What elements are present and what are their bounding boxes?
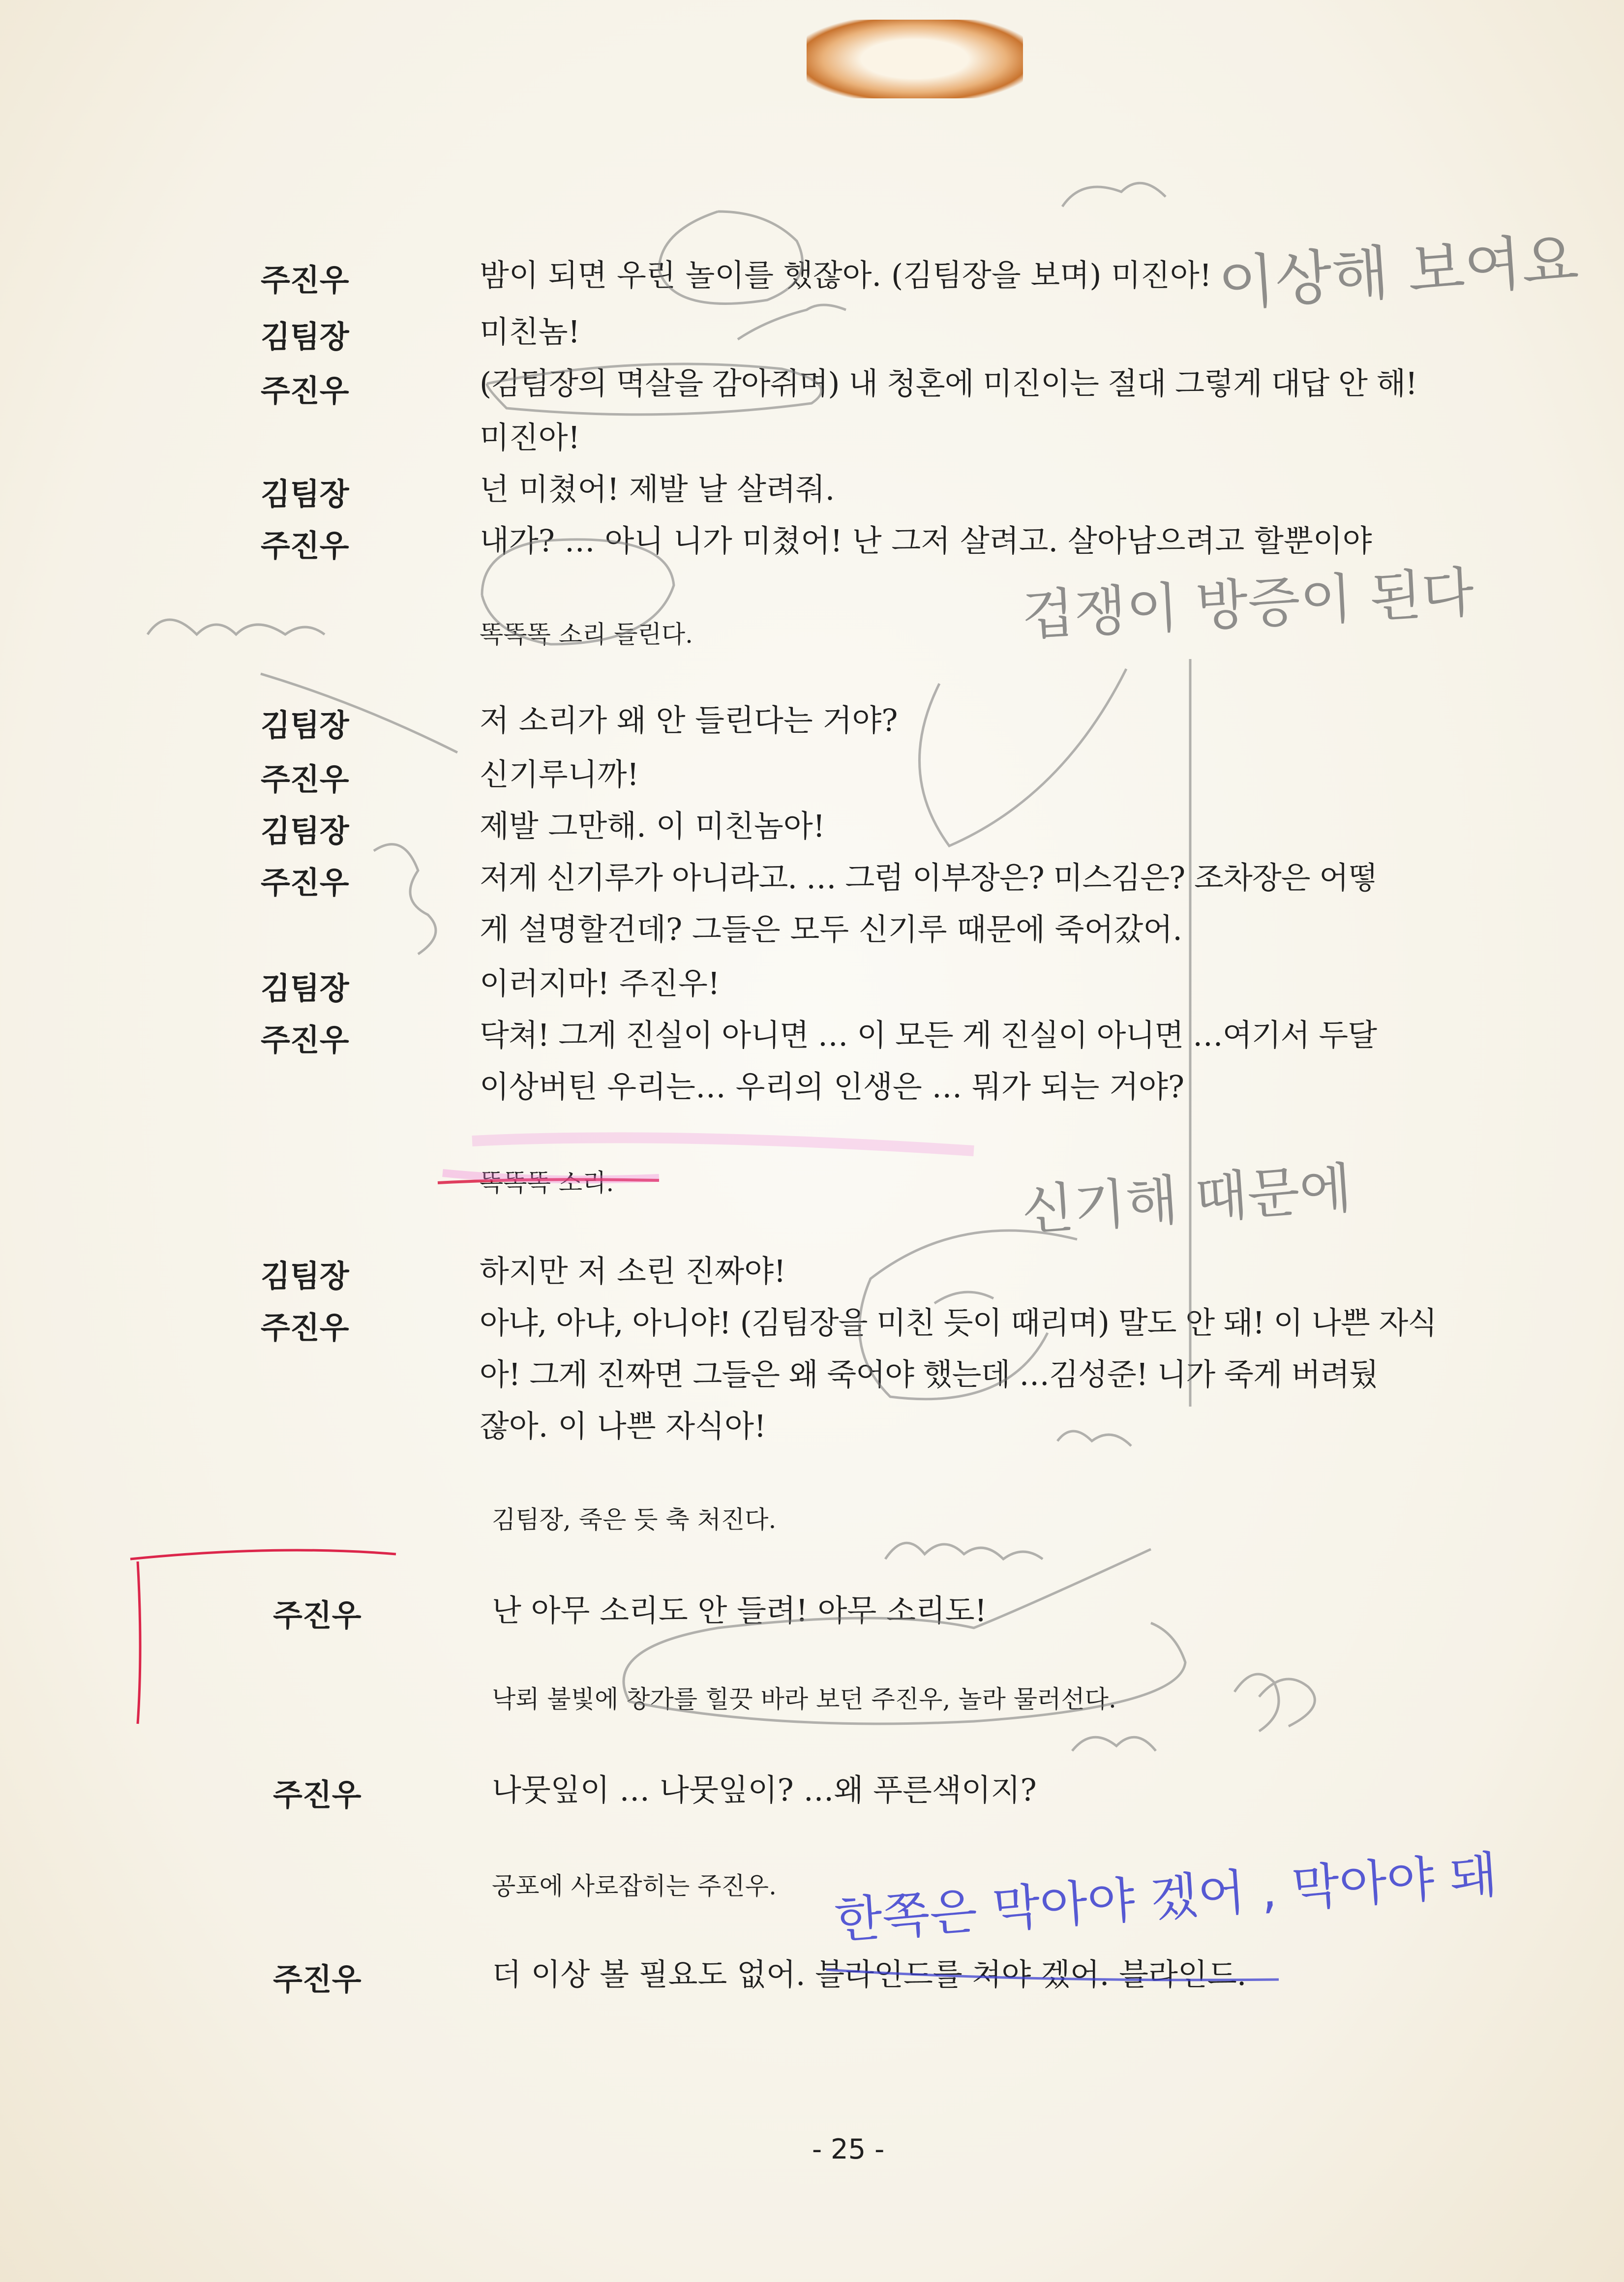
dialogue-line: (김팀장의 멱살을 감아쥐며) 내 청혼에 미진이는 절대 그렇게 대답 안 해! [480, 365, 1417, 401]
speaker-name: 김팀장 [261, 1258, 349, 1294]
burn-mark [807, 20, 1023, 98]
dialogue-line: 저게 신기루가 아니라고. … 그럼 이부장은? 미스김은? 조차장은 어떻 [480, 860, 1378, 896]
annotation-note: 이상해 보여요 [1216, 226, 1581, 319]
speaker-name: 주진우 [261, 1022, 349, 1058]
speaker-name: 주진우 [273, 1777, 361, 1813]
dialogue-line: 잖아. 이 나쁜 자식아! [480, 1408, 766, 1444]
speaker-name: 주진우 [273, 1597, 361, 1633]
dialogue-line: 이상버틴 우리는… 우리의 인생은 … 뭐가 되는 거야? [480, 1069, 1185, 1105]
annotation-note: 겁쟁이 방증이 된다 [1020, 560, 1476, 647]
dialogue-line: 제발 그만해. 이 미친놈아! [480, 808, 825, 844]
speaker-name: 주진우 [261, 761, 349, 797]
dialogue-line: 미친놈! [480, 314, 580, 350]
dialogue-line: 하지만 저 소린 진짜야! [480, 1253, 786, 1289]
dialogue-line: 신기루니까! [480, 756, 639, 792]
dialogue-line: 넌 미쳤어! 제발 날 살려줘. [480, 471, 835, 507]
speaker-name: 주진우 [261, 262, 349, 298]
dialogue-line: 더 이상 볼 필요도 없어. 블라인드를 쳐야 겠어. 블라인드. [492, 1956, 1247, 1992]
annotation-note: 한쪽은 막아야 겠어 , 막아야 돼 [833, 1846, 1500, 1950]
dialogue-line: 닥쳐! 그게 진실이 아니면 … 이 모든 게 진실이 아니면 …여기서 두달 [480, 1017, 1377, 1053]
dialogue-line: 게 설명할건데? 그들은 모두 신기루 때문에 죽어갔어. [480, 911, 1182, 947]
annotation-note: 신기해 때문에 [1019, 1156, 1354, 1242]
speaker-name: 주진우 [273, 1961, 361, 1997]
dialogue-line: 이러지마! 주진우! [480, 965, 720, 1001]
dialogue-line: 밤이 되면 우린 놀이를 했잖아. (김팀장을 보며) 미진아! [480, 257, 1212, 293]
stage-direction: 똑똑똑 소리 들린다. [480, 620, 693, 649]
speaker-name: 김팀장 [261, 319, 349, 355]
dialogue-line: 아! 그게 진짜면 그들은 왜 죽어야 했는데 …김성준! 니가 죽게 버려뒀 [480, 1356, 1379, 1392]
dialogue-line: 내가? … 아니 니가 미쳤어! 난 그저 살려고. 살아남으려고 할뿐이야 [480, 523, 1372, 559]
speaker-name: 주진우 [261, 1310, 349, 1346]
dialogue-line: 미진아! [480, 420, 580, 455]
speaker-name: 주진우 [261, 528, 349, 564]
speaker-name: 김팀장 [261, 476, 349, 512]
dialogue-line: 아냐, 아냐, 아니야! (김팀장을 미친 듯이 때리며) 말도 안 돼! 이 나쁜 자식 [480, 1305, 1437, 1341]
speaker-name: 김팀장 [261, 707, 349, 743]
speaker-name: 주진우 [261, 865, 349, 901]
stage-direction: 낙뢰 불빛에 창가를 힐끗 바라 보던 주진우, 놀라 물러선다. [492, 1685, 1116, 1713]
dialogue-line: 저 소리가 왜 안 들린다는 거야? [480, 702, 898, 738]
stage-direction: 똑똑똑 소리. [480, 1169, 614, 1197]
page-number: - 25 - [812, 2133, 885, 2165]
stage-direction: 공포에 사로잡히는 주진우. [492, 1872, 777, 1900]
dialogue-line: 나뭇잎이 … 나뭇잎이? …왜 푸른색이지? [492, 1772, 1037, 1808]
stage-direction: 김팀장, 죽은 듯 축 처진다. [492, 1505, 777, 1534]
dialogue-line: 난 아무 소리도 안 들려! 아무 소리도! [492, 1592, 987, 1628]
speaker-name: 주진우 [261, 373, 349, 409]
speaker-name: 김팀장 [261, 970, 349, 1006]
speaker-name: 김팀장 [261, 813, 349, 849]
